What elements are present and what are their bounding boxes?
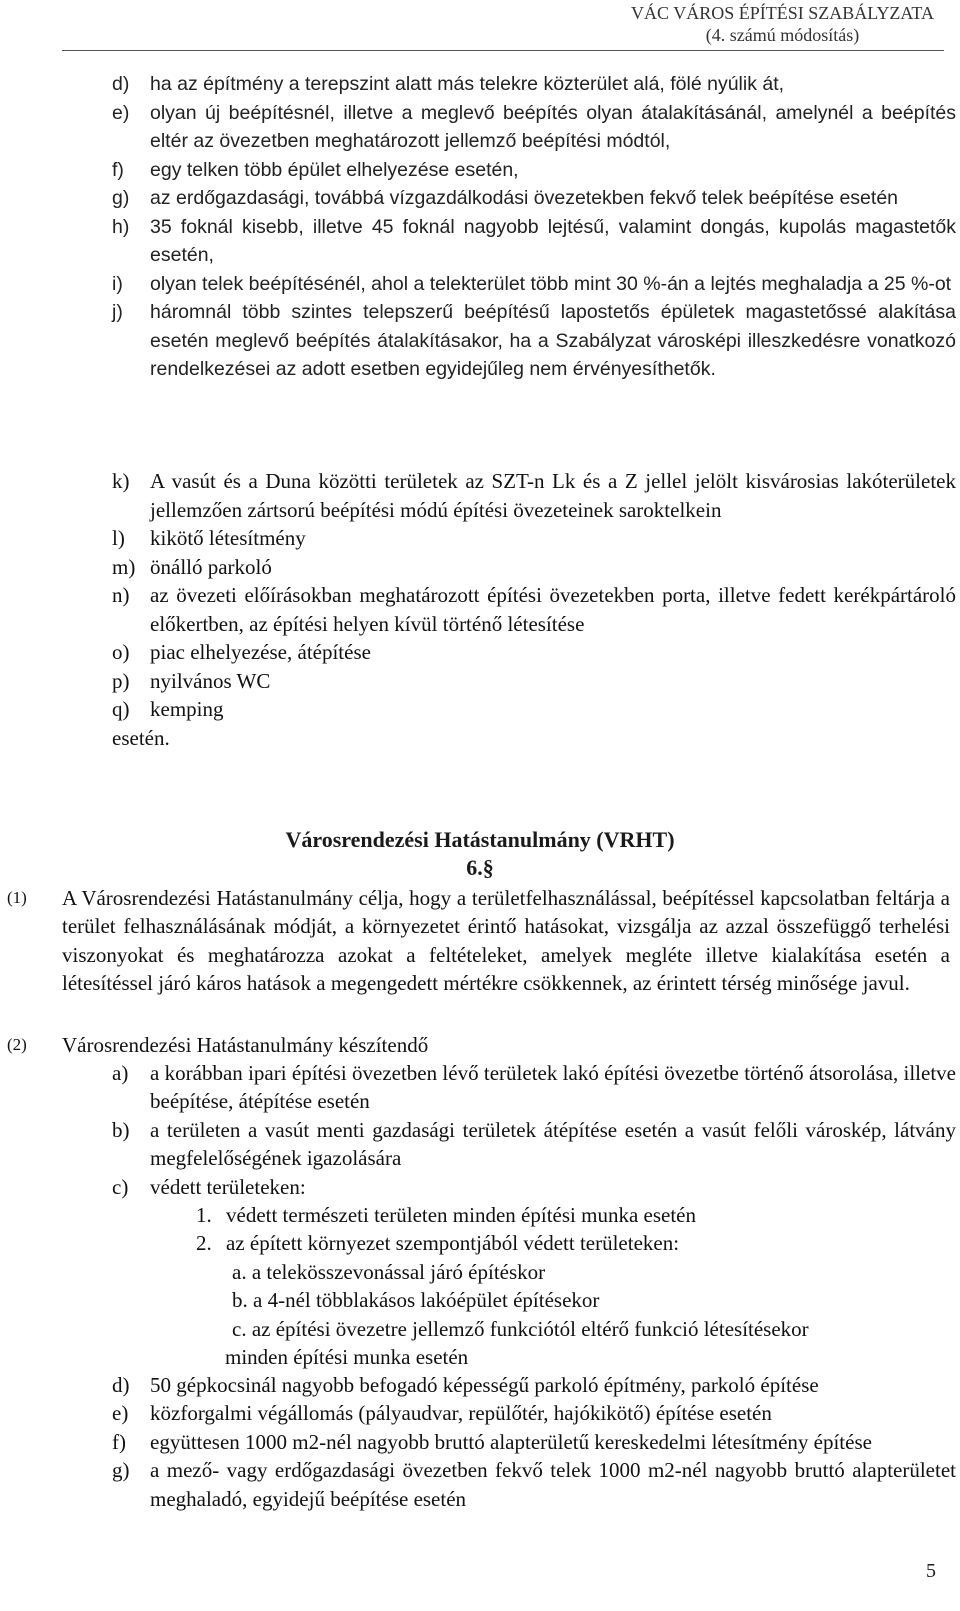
item-label: d) [112, 1373, 130, 1397]
item-label: g) [112, 1458, 130, 1483]
item-text: védett területeken: [150, 1174, 306, 1199]
list-item [112, 184, 956, 213]
page-number: 5 [926, 1560, 936, 1582]
item-text: a területen a vasút menti gazdasági területek átépítése esetén a vasút felőli városkép, látvány megfelelőségének igazolására [150, 1117, 956, 1171]
item-text: kemping [150, 697, 224, 721]
list-item [112, 581, 956, 638]
section-number: 6.§ [466, 855, 494, 880]
paragraph-2 [7, 1031, 950, 1059]
condition-list-serif [112, 467, 956, 752]
numbered-item [196, 1201, 936, 1229]
list-item [112, 70, 956, 99]
item-label: b) [112, 1117, 130, 1142]
item-label: m) [112, 554, 136, 579]
item-text: a korábban ipari építési övezetben lévő területek lakó építési övezetbe történő átsorolása, illetve beépítése, átépítése esetén [150, 1061, 956, 1114]
list-item [112, 1399, 956, 1427]
item-label: h) [112, 215, 130, 238]
item-text: olyan új beépítésnél, illetve a meglevő beépítés olyan átalakításánál, amelynél a beépítés eltér az övezetben meghatározott jellemző beépítési módtól, [150, 101, 956, 152]
item-label: q) [112, 697, 130, 721]
item-label: p) [112, 668, 130, 693]
item-text: közforgalmi végállomás (pályaudvar, repülőtér, hajókikötő) építése esetén [150, 1401, 772, 1426]
required-cases-list-continued [112, 1371, 956, 1513]
paragraph-label: (2) [7, 1035, 27, 1054]
item-label: e) [112, 101, 130, 124]
paragraph-1 [7, 884, 950, 998]
section-title: Városrendezési Hatástanulmány (VRHT) [285, 827, 675, 852]
item-text: 35 foknál kisebb, illetve 45 foknál nagyobb lejtésű, valamint dongás, kupolás magastetők esetén, [150, 215, 956, 266]
item-text: egy telken több épület elhelyezése esetén, [150, 158, 519, 181]
item-label: n) [112, 583, 130, 607]
item-text: az épített környezet szempontjából védett területeken: [226, 1231, 680, 1256]
lettered-subitem-continuation: minden építési munka esetén [225, 1345, 469, 1370]
paragraph-text: Városrendezési Hatástanulmány készítendő [62, 1033, 429, 1057]
item-label: j) [112, 301, 123, 323]
list-item [112, 524, 956, 553]
item-label: o) [112, 640, 130, 664]
list-item [112, 467, 956, 524]
item-text: ha az építmény a terepszint alatt más telekre közterület alá, fölé nyúlik át, [150, 73, 785, 95]
list-item [112, 1059, 956, 1116]
header-title: VÁC VÁROS ÉPÍTÉSI SZABÁLYZATA [631, 3, 934, 23]
item-label: g) [112, 187, 130, 209]
paragraph-text: A Városrendezési Hatástanulmány célja, hogy a területfelhasználással, beépítéssel kapcsolatban feltárja a terület felhasználásának módját, a környezetet érintő hatásokat, vizsgálja az azzal összefüggő terhelési viszonyokat és meghatározza azokat a feltételeket, amelyek megléte illetve kialakítása esetén a létesítéssel járó káros hatások a megengedett mértékre csökkennek, az érintett térség minősége javul. [62, 886, 950, 996]
list-item [112, 298, 956, 384]
item-text: kikötő létesítmény [150, 526, 306, 550]
item-text: piac elhelyezése, átépítése [150, 640, 371, 664]
item-text: együttesen 1000 m2-nél nagyobb bruttó alapterületű kereskedelmi létesítmény építése [150, 1429, 872, 1454]
item-label: 1. [196, 1203, 212, 1227]
item-text: olyan telek beépítésénél, ahol a telekterület több mint 30 %-án a lejtés meghaladja a 25 %-ot [150, 272, 952, 295]
condition-list [112, 70, 956, 384]
list-item [112, 99, 956, 156]
item-label: k) [112, 469, 130, 493]
item-text: 50 gépkocsinál nagyobb befogadó képességű parkoló építmény, parkoló építése [150, 1373, 819, 1397]
page-header [631, 2, 934, 46]
paragraph-label: (1) [7, 888, 27, 907]
item-label: a) [112, 1061, 129, 1085]
item-label: e) [112, 1401, 129, 1426]
item-text: háromnál több szintes telepszerű beépítésű lapostetős épületek magastetőssé alakítása esetén meglevő beépítés átalakításakor, ha a Szabályzat városképi illeszkedésre vonatkozó rendelkezései az adott esetben egyidejűleg nem érvényesíthetők. [150, 301, 956, 380]
item-text: a mező- vagy erdőgazdasági övezetben fekvő telek 1000 m2-nél nagyobb bruttó alapterületet meghaladó, egyidejű beépítése esetén [150, 1458, 956, 1511]
item-text: önálló parkoló [150, 554, 272, 579]
lettered-subitem: b. a 4-nél többlakásos lakóépület építésekor [232, 1288, 600, 1313]
list-closing-text: esetén. [112, 725, 170, 750]
header-subtitle: (4. számú módosítás) [705, 25, 860, 45]
protected-areas-list [196, 1201, 936, 1371]
list-item [112, 667, 956, 696]
item-label: f) [112, 1429, 126, 1454]
list-item [112, 213, 956, 270]
item-text: A vasút és a Duna közötti területek az SZT-n Lk és a Z jellel jelölt kisvárosias lakóterületek jellemzően zártsorú beépítési módú építési övezeteinek saroktelkein [150, 469, 956, 522]
item-label: f) [112, 158, 124, 181]
list-item [112, 553, 956, 582]
item-label: d) [112, 73, 130, 95]
list-item [112, 1371, 956, 1399]
item-label: l) [112, 526, 125, 550]
list-item [112, 1173, 956, 1201]
list-item [112, 638, 956, 667]
list-item [112, 1428, 956, 1456]
item-text: az erdőgazdasági, továbbá vízgazdálkodási övezetekben fekvő telek beépítése esetén [150, 187, 899, 209]
item-text: az övezeti előírásokban meghatározott építési övezetekben porta, illetve fedett kerékpártároló előkertben, az építési helyen kívül történő létesítése [150, 583, 956, 636]
list-item [112, 270, 956, 299]
required-cases-list [112, 1059, 956, 1201]
list-item [112, 1456, 956, 1513]
lettered-subitem: c. az építési övezetre jellemző funkciótól eltérő funkció létesítésekor [232, 1316, 809, 1341]
numbered-item [196, 1229, 936, 1257]
lettered-subitem: a. a telekösszevonással járó építéskor [232, 1259, 546, 1284]
item-text: védett természeti területen minden építési munka esetén [226, 1203, 696, 1227]
item-label: 2. [196, 1231, 212, 1256]
list-item [112, 156, 956, 185]
item-label: i) [112, 272, 123, 295]
header-rule [62, 50, 944, 51]
item-label: c) [112, 1174, 129, 1199]
list-item [112, 1116, 956, 1173]
item-text: nyilvános WC [150, 668, 271, 693]
list-item [112, 695, 956, 724]
